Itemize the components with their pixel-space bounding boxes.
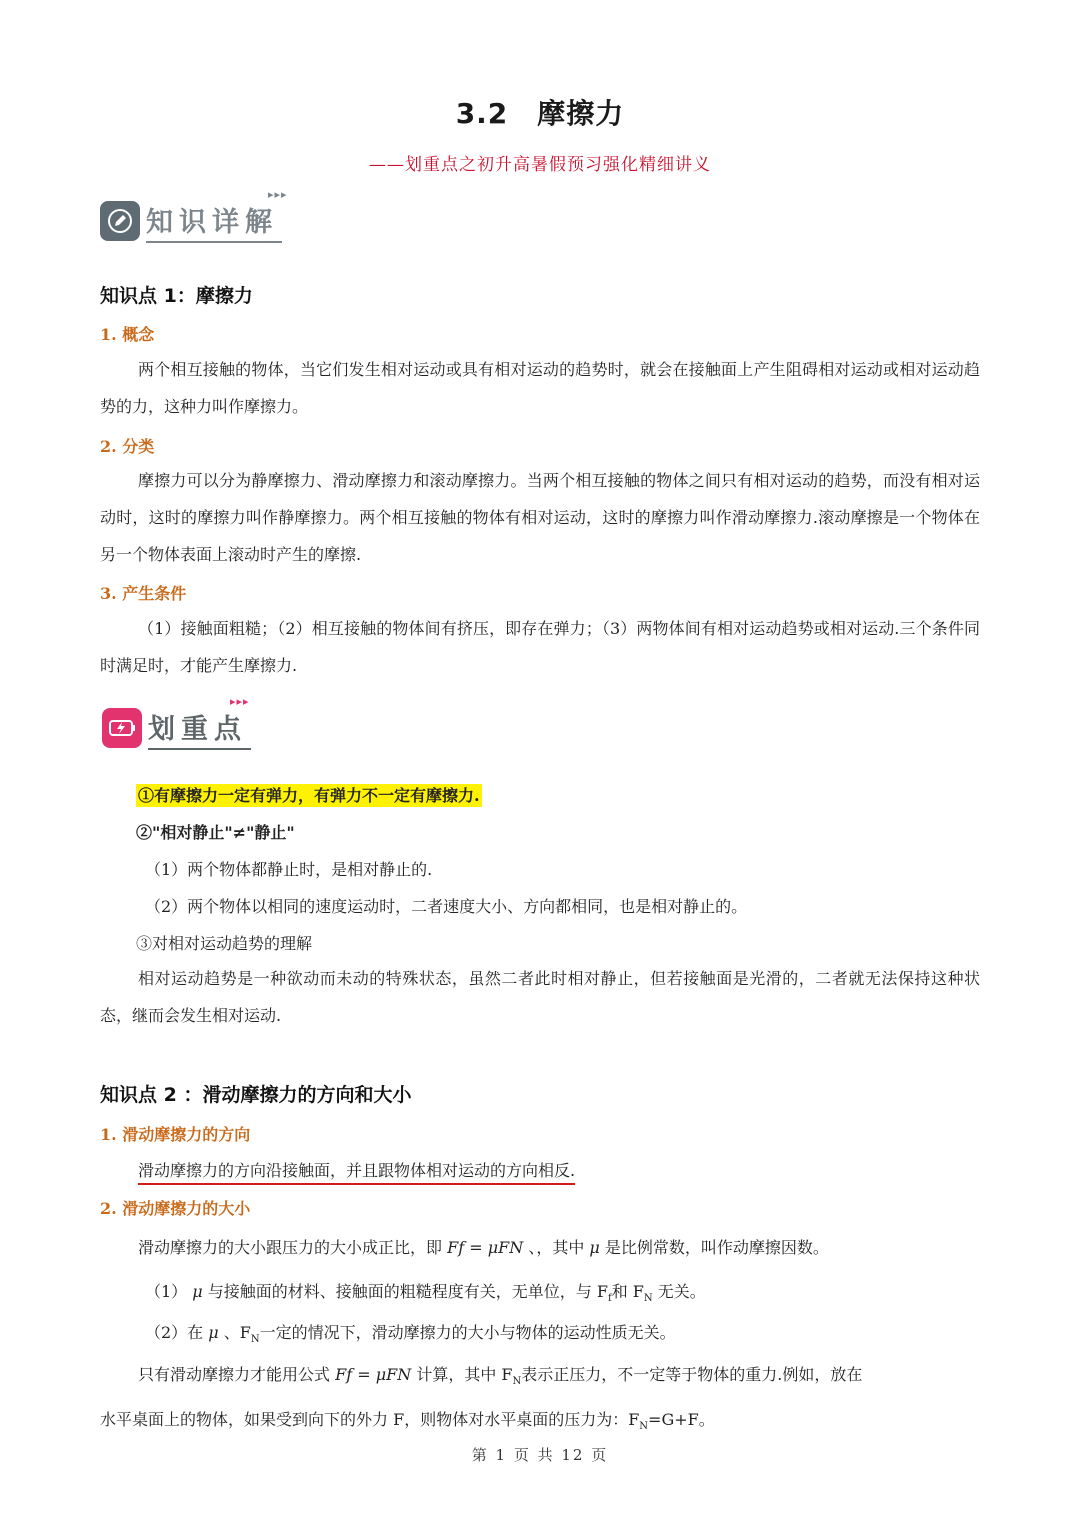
- keypoint-2: ②"相对静止"≠"静止": [136, 823, 295, 842]
- text-segment: 表示正压力，不一定等于物体的重力.例如，放在: [521, 1365, 863, 1384]
- arrow-decoration-icon: ▸▸▸: [268, 188, 288, 201]
- text-segment: 滑动摩擦力的大小跟压力的大小成正比，即: [138, 1238, 443, 1257]
- page-title: 3.2 摩擦力: [455, 97, 625, 130]
- knowledge-banner-title: 知识详解: [146, 200, 282, 243]
- keypoint-banner: [102, 695, 251, 753]
- kp1-heading: 知识点 1：摩擦力: [100, 285, 253, 307]
- kp1-s3-title: 3. 产生条件: [100, 584, 187, 603]
- kp2-s1-title: 1. 滑动摩擦力的方向: [100, 1125, 251, 1144]
- arrow-decoration-icon: ▸▸▸: [230, 695, 250, 708]
- kp1-s1-title: 1. 概念: [100, 325, 155, 344]
- friction-formula: Ff = μFN: [447, 1238, 524, 1257]
- text-segment: 只有滑动摩擦力才能用公式: [138, 1365, 331, 1384]
- kp1-s1-text: 两个相互接触的物体，当它们发生相对运动或具有相对运动的趋势时，就会在接触面上产生阻碍相对运动或相对运动趋势的力，这种力叫作摩擦力。: [100, 360, 980, 416]
- text-segment: 、，其中: [528, 1238, 585, 1257]
- subscript: N: [250, 1334, 260, 1346]
- text-segment: 、F: [223, 1323, 251, 1342]
- mu-symbol: μ: [192, 1282, 203, 1301]
- friction-formula: Ff = μFN: [335, 1365, 412, 1384]
- subscript: N: [639, 1421, 649, 1433]
- text-segment: 无关。: [657, 1282, 706, 1301]
- keypoint-2-item-2: （2）两个物体以相同的速度运动时，二者速度大小、方向都相同，也是相对静止的。: [145, 897, 748, 916]
- keypoint-2-item-1: （1）两个物体都静止时，是相对静止的.: [145, 860, 433, 879]
- mu-symbol: μ: [208, 1323, 219, 1342]
- text-segment: 计算，其中 F: [416, 1365, 513, 1384]
- kp2-heading: 知识点 2 ：滑动摩擦力的方向和大小: [100, 1084, 412, 1106]
- mu-symbol: μ: [589, 1238, 600, 1257]
- text-segment: （2）在: [145, 1323, 204, 1342]
- kp2-s1-text: [138, 1158, 575, 1181]
- kp2-item-2: [145, 1320, 676, 1345]
- text-segment: 和 F: [611, 1282, 644, 1301]
- kp1-s2-title: 2. 分类: [100, 437, 155, 456]
- text-segment: （1）: [145, 1282, 188, 1301]
- text-segment: 是比例常数，叫作动摩擦因数。: [604, 1238, 829, 1257]
- knowledge-banner: [100, 188, 288, 246]
- kp2-item-1: [145, 1279, 706, 1304]
- text-segment: 与接触面的材料、接触面的粗糙程度有关，无单位，与 F: [207, 1282, 608, 1301]
- kp2-formula-usage: [138, 1362, 862, 1387]
- kp2-formula-line: [138, 1235, 829, 1258]
- text-segment: 水平桌面上的物体，如果受到向下的外力 F，则物体对水平桌面的压力为：F: [100, 1410, 640, 1429]
- kp2-s2-title: 2. 滑动摩擦力的大小: [100, 1199, 251, 1218]
- keypoint-3: ③对相对运动趋势的理解: [136, 934, 313, 953]
- subscript: f: [607, 1293, 612, 1305]
- lightning-icon: [102, 708, 142, 748]
- subscript: N: [643, 1293, 653, 1305]
- pencil-icon: [100, 201, 140, 241]
- underlined-sentence: 滑动摩擦力的方向沿接触面，并且跟物体相对运动的方向相反.: [138, 1161, 575, 1185]
- text-segment: =G+F。: [648, 1410, 715, 1429]
- page-subtitle: ——划重点之初升高暑假预习强化精细讲义: [369, 155, 711, 175]
- kp1-s2-text: 摩擦力可以分为静摩擦力、滑动摩擦力和滚动摩擦力。当两个相互接触的物体之间只有相对运动的趋势，而没有相对运动时，这时的摩擦力叫作静摩擦力。两个相互接触的物体有相对运动，这时的摩擦力叫作滑动摩擦力.滚动摩擦是一个物体在另一个物体表面上滚动时产生的摩擦.: [100, 471, 980, 564]
- text-segment: 一定的情况下，滑动摩擦力的大小与物体的运动性质无关。: [259, 1323, 676, 1342]
- highlighted-keypoint: ①有摩擦力一定有弹力，有弹力不一定有摩擦力.: [138, 786, 480, 805]
- keypoint-banner-title: 划重点: [148, 707, 251, 750]
- page-number: 第 1 页 共 12 页: [471, 1446, 609, 1464]
- subscript: N: [512, 1376, 522, 1388]
- keypoint-1: [136, 783, 482, 806]
- kp1-s3-text: （1）接触面粗糙；（2）相互接触的物体间有挤压，即存在弹力；（3）两物体间有相对运动趋势或相对运动.三个条件同时满足时，才能产生摩擦力.: [100, 619, 980, 675]
- keypoint-3-text: 相对运动趋势是一种欲动而未动的特殊状态，虽然二者此时相对静止，但若接触面是光滑的，二者就无法保持这种状态，继而会发生相对运动.: [100, 969, 980, 1025]
- kp2-example: [100, 1407, 715, 1432]
